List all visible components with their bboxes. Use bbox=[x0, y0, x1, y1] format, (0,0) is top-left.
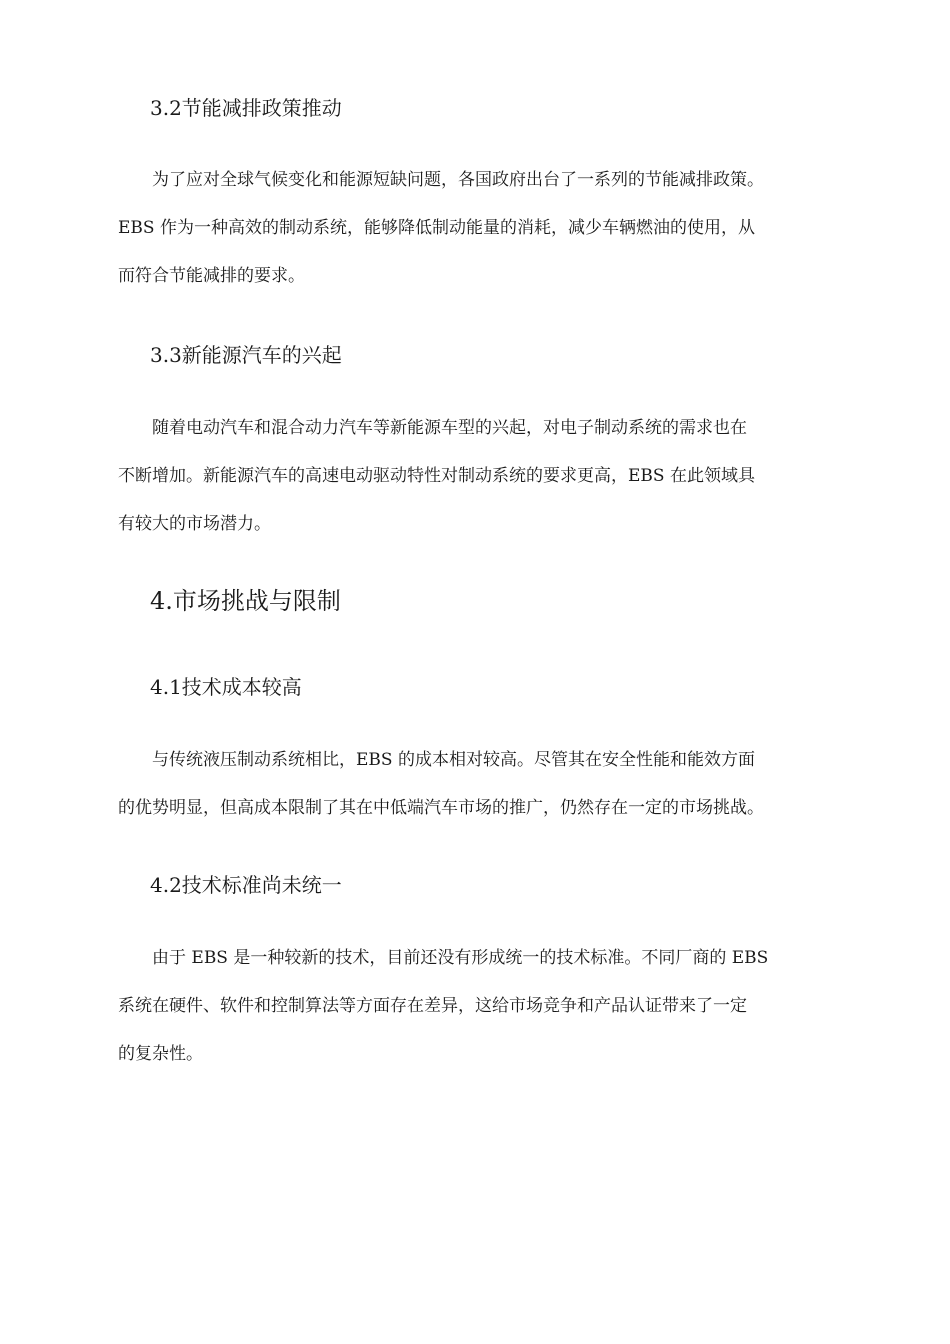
paragraph-line: 由于 EBS 是一种较新的技术，目前还没有形成统一的技术标准。不同厂商的 EBS bbox=[152, 948, 769, 968]
section-4-2-paragraph bbox=[118, 934, 838, 1078]
paragraph-line: 的优势明显，但高成本限制了其在中低端汽车市场的推广，仍然存在一定的市场挑战。 bbox=[118, 798, 764, 818]
section-4-2-heading: 4.2技术标准尚未统一 bbox=[150, 873, 342, 897]
paragraph-line: 为了应对全球气候变化和能源短缺问题，各国政府出台了一系列的节能减排政策。 bbox=[152, 170, 764, 190]
paragraph-line: 而符合节能减排的要求。 bbox=[118, 266, 305, 286]
paragraph-line: 的复杂性。 bbox=[118, 1044, 203, 1064]
paragraph-line: 随着电动汽车和混合动力汽车等新能源车型的兴起，对电子制动系统的需求也在 bbox=[152, 418, 747, 438]
paragraph-line: 系统在硬件、软件和控制算法等方面存在差异，这给市场竞争和产品认证带来了一定 bbox=[118, 996, 747, 1016]
section-4-1-paragraph bbox=[118, 736, 838, 832]
paragraph-line: 不断增加。新能源汽车的高速电动驱动特性对制动系统的要求更高，EBS 在此领域具 bbox=[118, 466, 755, 486]
section-4-heading: 4.市场挑战与限制 bbox=[150, 587, 341, 615]
section-3-2-paragraph bbox=[118, 156, 838, 300]
paragraph-line: 有较大的市场潜力。 bbox=[118, 514, 271, 534]
paragraph-line: EBS 作为一种高效的制动系统，能够降低制动能量的消耗，减少车辆燃油的使用，从 bbox=[118, 218, 755, 238]
section-3-3-paragraph bbox=[118, 404, 838, 548]
section-4-1-heading: 4.1技术成本较高 bbox=[150, 675, 302, 699]
section-3-3-heading: 3.3新能源汽车的兴起 bbox=[150, 343, 342, 367]
section-3-2-heading: 3.2节能减排政策推动 bbox=[150, 96, 342, 120]
paragraph-line: 与传统液压制动系统相比，EBS 的成本相对较高。尽管其在安全性能和能效方面 bbox=[152, 750, 755, 770]
